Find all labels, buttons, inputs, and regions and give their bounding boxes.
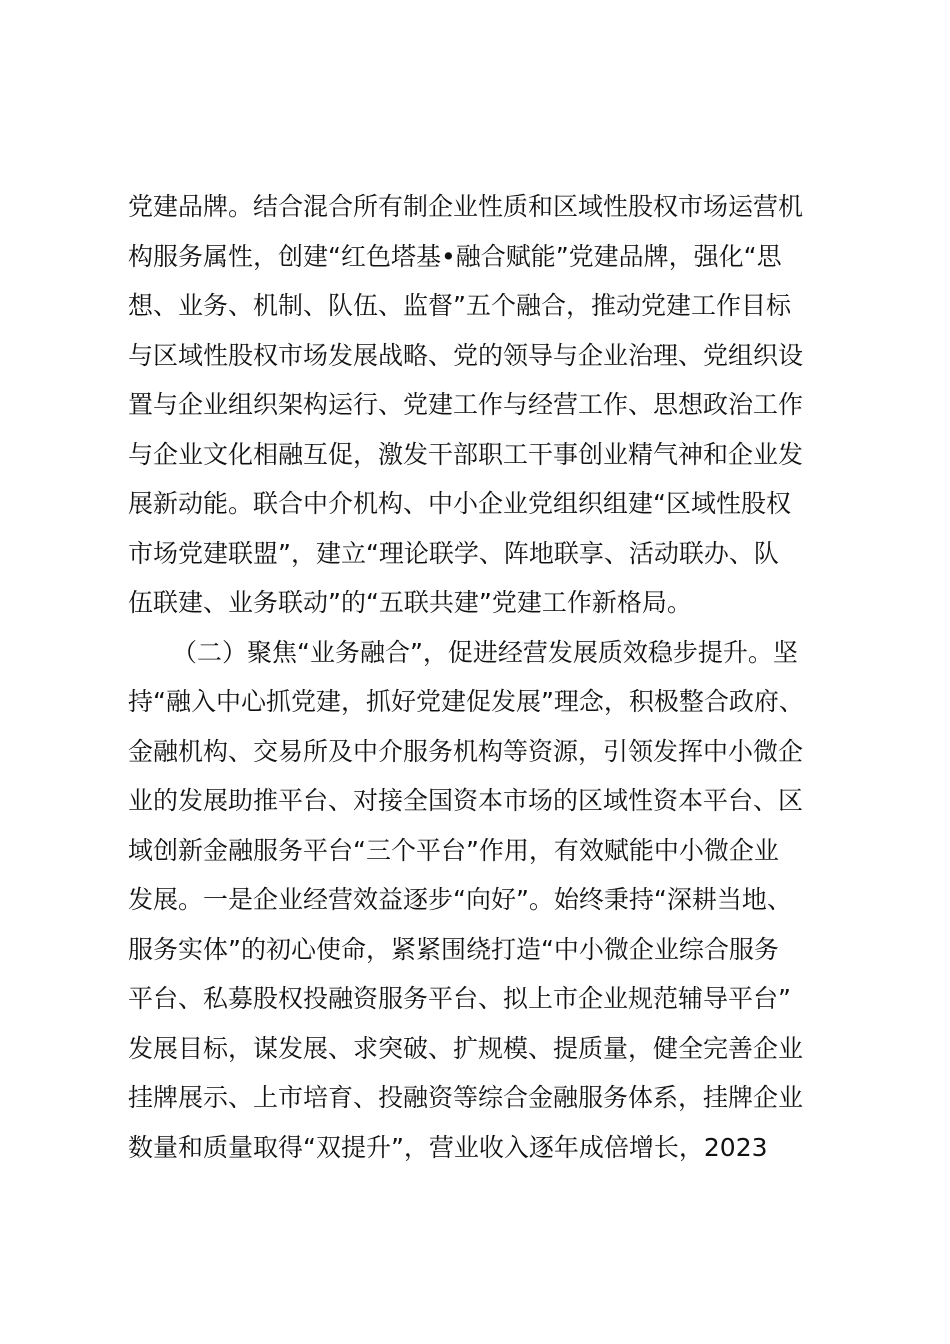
text-line: 党建品牌。结合混合所有制企业性质和区域性股权市场运营机 — [128, 192, 804, 221]
text-line: 置与企业组织架构运行、党建工作与经营工作、思想政治工作 — [128, 390, 804, 419]
text-line: 平台、私募股权投融资服务平台、拟上市企业规范辅导平台” — [128, 984, 791, 1013]
text-line: 业的发展助推平台、对接全国资本市场的区域性资本平台、区 — [128, 786, 804, 815]
text-line: 与企业文化相融互促，激发干部职工干事创业精气神和企业发 — [128, 439, 804, 469]
text-line: 市场党建联盟”，建立“理论联学、阵地联享、活动联办、队 — [128, 538, 779, 568]
section-heading-line: （二）聚焦“业务融合”，促进经营发展质效稳步提升。坚 — [172, 637, 798, 667]
text-line: 展新动能。联合中介机构、中小企业党组织组建“区域性股权 — [128, 489, 791, 518]
text-line: 伍联建、业务联动”的“五联共建”党建工作新格局。 — [128, 588, 692, 617]
text-line: 想、业务、机制、队伍、监督”五个融合，推动党建工作目标 — [128, 291, 791, 320]
text-line: 构服务属性，创建“红色塔基•融合赋能”党建品牌，强化“思 — [128, 241, 782, 271]
text-line: 金融机构、交易所及中介服务机构等资源，引领发挥中小微企 — [128, 736, 804, 766]
text-line: 发展目标，谋发展、求突破、扩规模、提质量，健全完善企业 — [128, 1033, 804, 1063]
text-line: 挂牌展示、上市培育、投融资等综合金融服务体系，挂牌企业 — [128, 1083, 804, 1112]
text-line: 发展。一是企业经营效益逐步“向好”。始终秉持“深耕当地、 — [128, 885, 792, 914]
body-text — [128, 182, 838, 1172]
text-line: 与区域性股权市场发展战略、党的领导与企业治理、党组织设 — [128, 340, 804, 370]
text-line: 服务实体”的初心使命，紧紧围绕打造“中小微企业综合服务 — [128, 934, 779, 964]
text-line: 持“融入中心抓党建，抓好党建促发展”理念，积极整合政府、 — [128, 687, 804, 716]
text-line: 域创新金融服务平台“三个平台”作用，有效赋能中小微企业 — [128, 835, 779, 865]
text-line: 数量和质量取得“双提升”，营业收入逐年成倍增长，2023 — [128, 1132, 768, 1162]
